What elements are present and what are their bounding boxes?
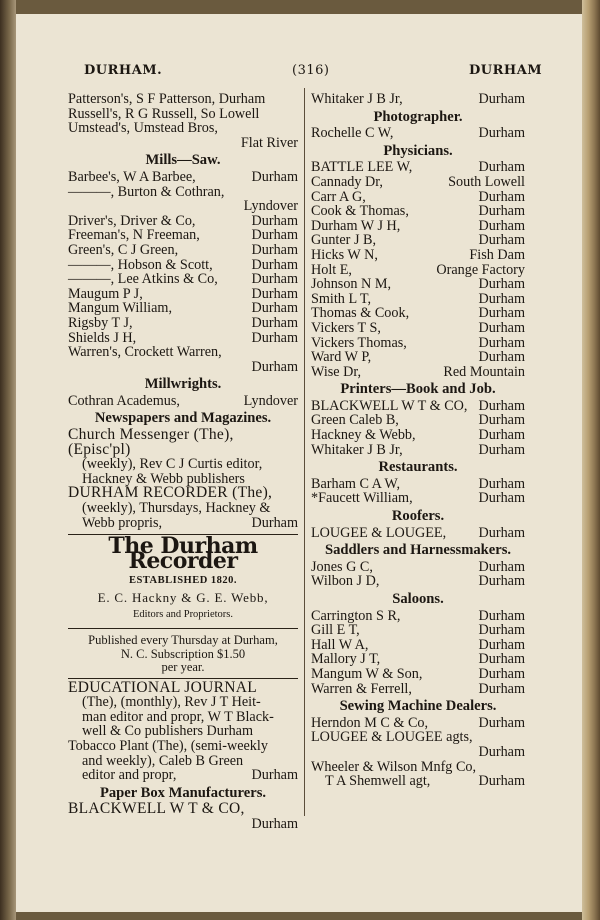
listing-row <box>311 306 525 321</box>
listing-name: Whitaker J B Jr, <box>311 91 403 107</box>
listing-location: Durham <box>478 427 525 444</box>
listing-line: Flat River <box>240 134 298 151</box>
listing-row <box>68 185 298 200</box>
listing-name: ———, Lee Atkins & Co, <box>68 271 218 288</box>
section-heading: Paper Box Manufacturers. <box>99 784 267 801</box>
listing-location: Durham <box>478 773 525 790</box>
listing-row <box>311 160 525 175</box>
listing-row <box>68 214 298 229</box>
listing-location: Durham <box>251 227 298 244</box>
page-edge <box>582 0 600 920</box>
listing-row <box>311 413 525 428</box>
listing-location: Durham <box>478 475 525 492</box>
listing-name: Warren's, Crockett Warren, <box>68 344 222 361</box>
listing-name: Barham C A W, <box>311 475 401 492</box>
listing-name: editor and propr, <box>82 767 177 784</box>
listing-line: Hackney & Webb publishers <box>82 470 245 487</box>
listing-row <box>311 609 525 624</box>
section-heading: Physicians. <box>383 142 453 159</box>
listing-row <box>311 623 525 638</box>
listing-location: Durham <box>478 743 525 760</box>
listing-location: Durham <box>251 314 298 331</box>
listing-name: Rochelle C W, <box>311 125 394 142</box>
listing-name: Gunter J B, <box>311 232 377 249</box>
listing-name: Wise Dr, <box>311 363 362 380</box>
listing-row <box>311 350 525 365</box>
listing-row <box>311 745 525 760</box>
listing-row <box>68 258 298 273</box>
listing-line: BLACKWELL W T & CO, <box>68 800 245 818</box>
listing-name: Holt E, <box>311 261 352 278</box>
listing-location: Durham <box>478 91 525 107</box>
section-heading: Newspapers and Magazines. <box>94 410 272 427</box>
listing-location: Durham <box>478 524 525 541</box>
listing-name: Mallory J T, <box>311 651 381 668</box>
section-heading: Millwrights. <box>144 376 222 393</box>
listing-line: man editor and propr, W T Black- <box>82 708 274 725</box>
listing-name: Freeman's, N Freeman, <box>68 227 200 244</box>
listing-row <box>311 638 525 653</box>
listing-location: Durham <box>478 622 525 639</box>
section-heading: Printers—Book and Job. <box>340 381 496 398</box>
listing-location: Durham <box>478 217 525 234</box>
listing-name: Mangum W & Son, <box>311 665 423 682</box>
listing-line: (The), (monthly), Rev J T Heit- <box>82 694 261 711</box>
listing-row <box>311 428 525 443</box>
listing-row <box>68 228 298 243</box>
listing-location: Durham <box>251 329 298 346</box>
publication-line: N. C. Subscription $1.50 <box>120 646 246 661</box>
listing-row <box>311 248 525 263</box>
section-heading: Mills—Saw. <box>145 152 221 169</box>
listing-name: Barbee's, W A Barbee, <box>68 168 196 185</box>
listing-row <box>311 321 525 336</box>
column-divider <box>304 88 305 816</box>
listing-location: Durham <box>478 159 525 176</box>
listing-location: Lyndover <box>243 198 298 215</box>
listing-line: Church Messenger (The), (Episc'pl) <box>68 426 234 458</box>
listing-row <box>68 316 298 331</box>
listing-name: Rigsby T J, <box>68 314 133 331</box>
listing-location: Fish Dam <box>469 246 525 263</box>
listing-row <box>311 560 525 575</box>
section-heading: Saddlers and Harnessmakers. <box>324 542 512 559</box>
listing-name: ———, Hobson & Scott, <box>68 256 213 273</box>
listing-name: Thomas & Cook, <box>311 305 410 322</box>
header-left: DURHAM. <box>84 63 163 78</box>
listing-line: (weekly), Rev C J Curtis editor, <box>82 456 263 473</box>
role-line: Editors and Proprietors. <box>132 608 234 620</box>
listing-row <box>311 652 525 667</box>
listing-row <box>68 287 298 302</box>
listing-location: Durham <box>478 558 525 575</box>
listing-location: Durham <box>478 319 525 336</box>
listing-name: Whitaker J B Jr, <box>311 441 403 458</box>
listing-row <box>311 190 525 205</box>
listing-name: Hicks W N, <box>311 246 378 263</box>
listing-location: Durham <box>251 767 298 784</box>
listing-location: Durham <box>478 665 525 682</box>
listing-name: BATTLE LEE W, <box>311 159 413 176</box>
listing-row <box>311 774 525 789</box>
listing-location: Durham <box>251 168 298 185</box>
listing-name: Wheeler & Wilson Mnfg Co, <box>311 758 477 775</box>
listing-row <box>68 360 298 375</box>
listing-location: Durham <box>478 680 525 697</box>
listing-row <box>311 730 525 745</box>
listing-row <box>311 365 525 380</box>
listing-line: EDUCATIONAL JOURNAL <box>68 678 257 696</box>
listing-location: Durham <box>478 651 525 668</box>
listing-line: and weekly), Caleb B Green <box>82 752 244 769</box>
publication-info <box>68 628 298 675</box>
recorder-advertisement <box>68 534 298 678</box>
listing-row <box>311 477 525 492</box>
listing-name: Cook & Thomas, <box>311 203 409 220</box>
listing-location: Durham <box>478 334 525 351</box>
listing-location: Durham <box>251 241 298 258</box>
listing-location: South Lowell <box>448 173 525 190</box>
listing-row <box>311 491 525 506</box>
page-number: (316) <box>292 63 330 78</box>
newspaper-masthead: The Durham Recorder <box>108 533 258 574</box>
listing-name: Herndon M C & Co, <box>311 714 429 731</box>
publication-line: Published every Thursday at Durham, <box>88 633 278 648</box>
book-spine <box>0 0 16 920</box>
listing-row <box>311 716 525 731</box>
listing-name: Carrington S R, <box>311 607 401 624</box>
listing-name: Shields J H, <box>68 329 137 346</box>
listing-row <box>311 336 525 351</box>
listing-name: Johnson N M, <box>311 276 392 293</box>
listing-name: Green Caleb B, <box>311 412 399 429</box>
established-line: ESTABLISHED 1820. <box>128 575 238 587</box>
listing-row <box>311 399 525 414</box>
listing-row <box>311 219 525 234</box>
listing-location: Durham <box>251 514 298 531</box>
listing-location: Durham <box>478 232 525 249</box>
listing-row <box>68 243 298 258</box>
listing-location: Durham <box>478 714 525 731</box>
listing-name: T A Shemwell agt, <box>325 773 431 790</box>
listing-line: DURHAM RECORDER (The), <box>68 484 273 502</box>
listing-name: Hackney & Webb, <box>311 427 416 444</box>
listing-location: Durham <box>251 271 298 288</box>
listing-name: Green's, C J Green, <box>68 241 179 258</box>
listing-line: Tobacco Plant (The), (semi-weekly <box>68 738 268 755</box>
publication-line: per year. <box>161 660 205 675</box>
listing-line: well & Co publishers Durham <box>82 723 254 740</box>
listing-name: Vickers Thomas, <box>311 334 407 351</box>
listing-row <box>311 443 525 458</box>
listing-row <box>68 394 298 409</box>
listing-row <box>311 526 525 541</box>
listing-row <box>311 204 525 219</box>
listing-name: Jones G C, <box>311 558 373 575</box>
section-heading: Sewing Machine Dealers. <box>339 698 497 715</box>
section-heading: Roofers. <box>391 508 445 525</box>
listing-row <box>311 175 525 190</box>
listing-row <box>311 92 525 107</box>
listing-location: Durham <box>478 188 525 205</box>
listing-name: Vickers T S, <box>311 319 381 336</box>
listing-name: LOUGEE & LOUGEE agts, <box>311 729 473 746</box>
listing-name: Durham W J H, <box>311 217 401 234</box>
listing-name: Maugum P J, <box>68 285 143 302</box>
listing-location: Durham <box>251 300 298 317</box>
listing-row <box>311 292 525 307</box>
listing-row <box>311 277 525 292</box>
section-heading: Restaurants. <box>378 459 458 476</box>
listing-location: Lyndover <box>243 392 298 409</box>
listing-row <box>68 768 298 783</box>
listing-location: Durham <box>478 490 525 507</box>
listing-location: Durham <box>478 412 525 429</box>
listing-name: Mangum William, <box>68 300 172 317</box>
section-heading: Saloons. <box>392 591 444 607</box>
listing-line: Umstead's, Umstead Bros, <box>68 120 218 137</box>
listing-name: Wilbon J D, <box>311 573 380 590</box>
listing-location: Durham <box>478 125 525 142</box>
listing-location: Durham <box>478 441 525 458</box>
listing-name: Cothran Academus, <box>68 392 180 409</box>
listing-name: BLACKWELL W T & CO, <box>311 397 468 414</box>
listing-location: Durham <box>478 305 525 322</box>
listing-row <box>68 331 298 346</box>
listing-name: Carr A G, <box>311 188 366 205</box>
listing-row <box>68 516 298 531</box>
listing-name: Warren & Ferrell, <box>311 680 412 697</box>
listing-location: Durham <box>251 358 298 375</box>
listing-name: *Faucett William, <box>311 490 413 507</box>
listing-row <box>311 126 525 141</box>
publishers-line: E. C. Hackny & G. E. Webb, <box>97 590 269 605</box>
listing-line: (weekly), Thursdays, Hackney & <box>82 500 271 517</box>
listing-row <box>311 233 525 248</box>
left-column <box>68 92 298 832</box>
section-heading: Photographer. <box>373 108 463 125</box>
listing-location: Durham <box>478 276 525 293</box>
listing-row <box>68 199 298 214</box>
listing-name: Hall W A, <box>311 636 369 653</box>
listing-location: Durham <box>478 290 525 307</box>
listing-location: Durham <box>478 607 525 624</box>
listing-location: Durham <box>251 285 298 302</box>
listing-location: Durham <box>251 816 298 833</box>
listing-name: Gill E T, <box>311 622 360 639</box>
right-column <box>311 92 525 789</box>
listing-location: Durham <box>478 573 525 590</box>
listing-name: Ward W P, <box>311 349 372 366</box>
listing-row <box>68 345 298 360</box>
listing-line: Russell's, R G Russell, So Lowell <box>68 105 260 122</box>
listing-row <box>68 301 298 316</box>
listing-row <box>311 682 525 697</box>
listing-location: Durham <box>251 212 298 229</box>
listing-location: Red Mountain <box>443 363 525 380</box>
listing-row <box>311 574 525 589</box>
listing-line: Patterson's, S F Patterson, Durham <box>68 91 266 107</box>
listing-name: Cannady Dr, <box>311 173 383 190</box>
listing-location: Durham <box>478 349 525 366</box>
listing-row <box>68 272 298 287</box>
listing-name: Driver's, Driver & Co, <box>68 212 196 229</box>
header-right: DURHAM <box>469 63 543 78</box>
listing-name: Smith L T, <box>311 290 372 307</box>
listing-name: Webb propris, <box>82 514 163 531</box>
listing-location: Durham <box>478 397 525 414</box>
listing-location: Durham <box>478 203 525 220</box>
listing-name: LOUGEE & LOUGEE, <box>311 524 447 541</box>
listing-row <box>311 263 525 278</box>
listing-row <box>311 667 525 682</box>
listing-location: Durham <box>478 636 525 653</box>
listing-name: ———, Burton & Cothran, <box>68 183 225 200</box>
listing-row <box>311 760 525 775</box>
listing-location: Durham <box>251 256 298 273</box>
listing-location: Orange Factory <box>436 261 525 278</box>
listing-row <box>68 170 298 185</box>
